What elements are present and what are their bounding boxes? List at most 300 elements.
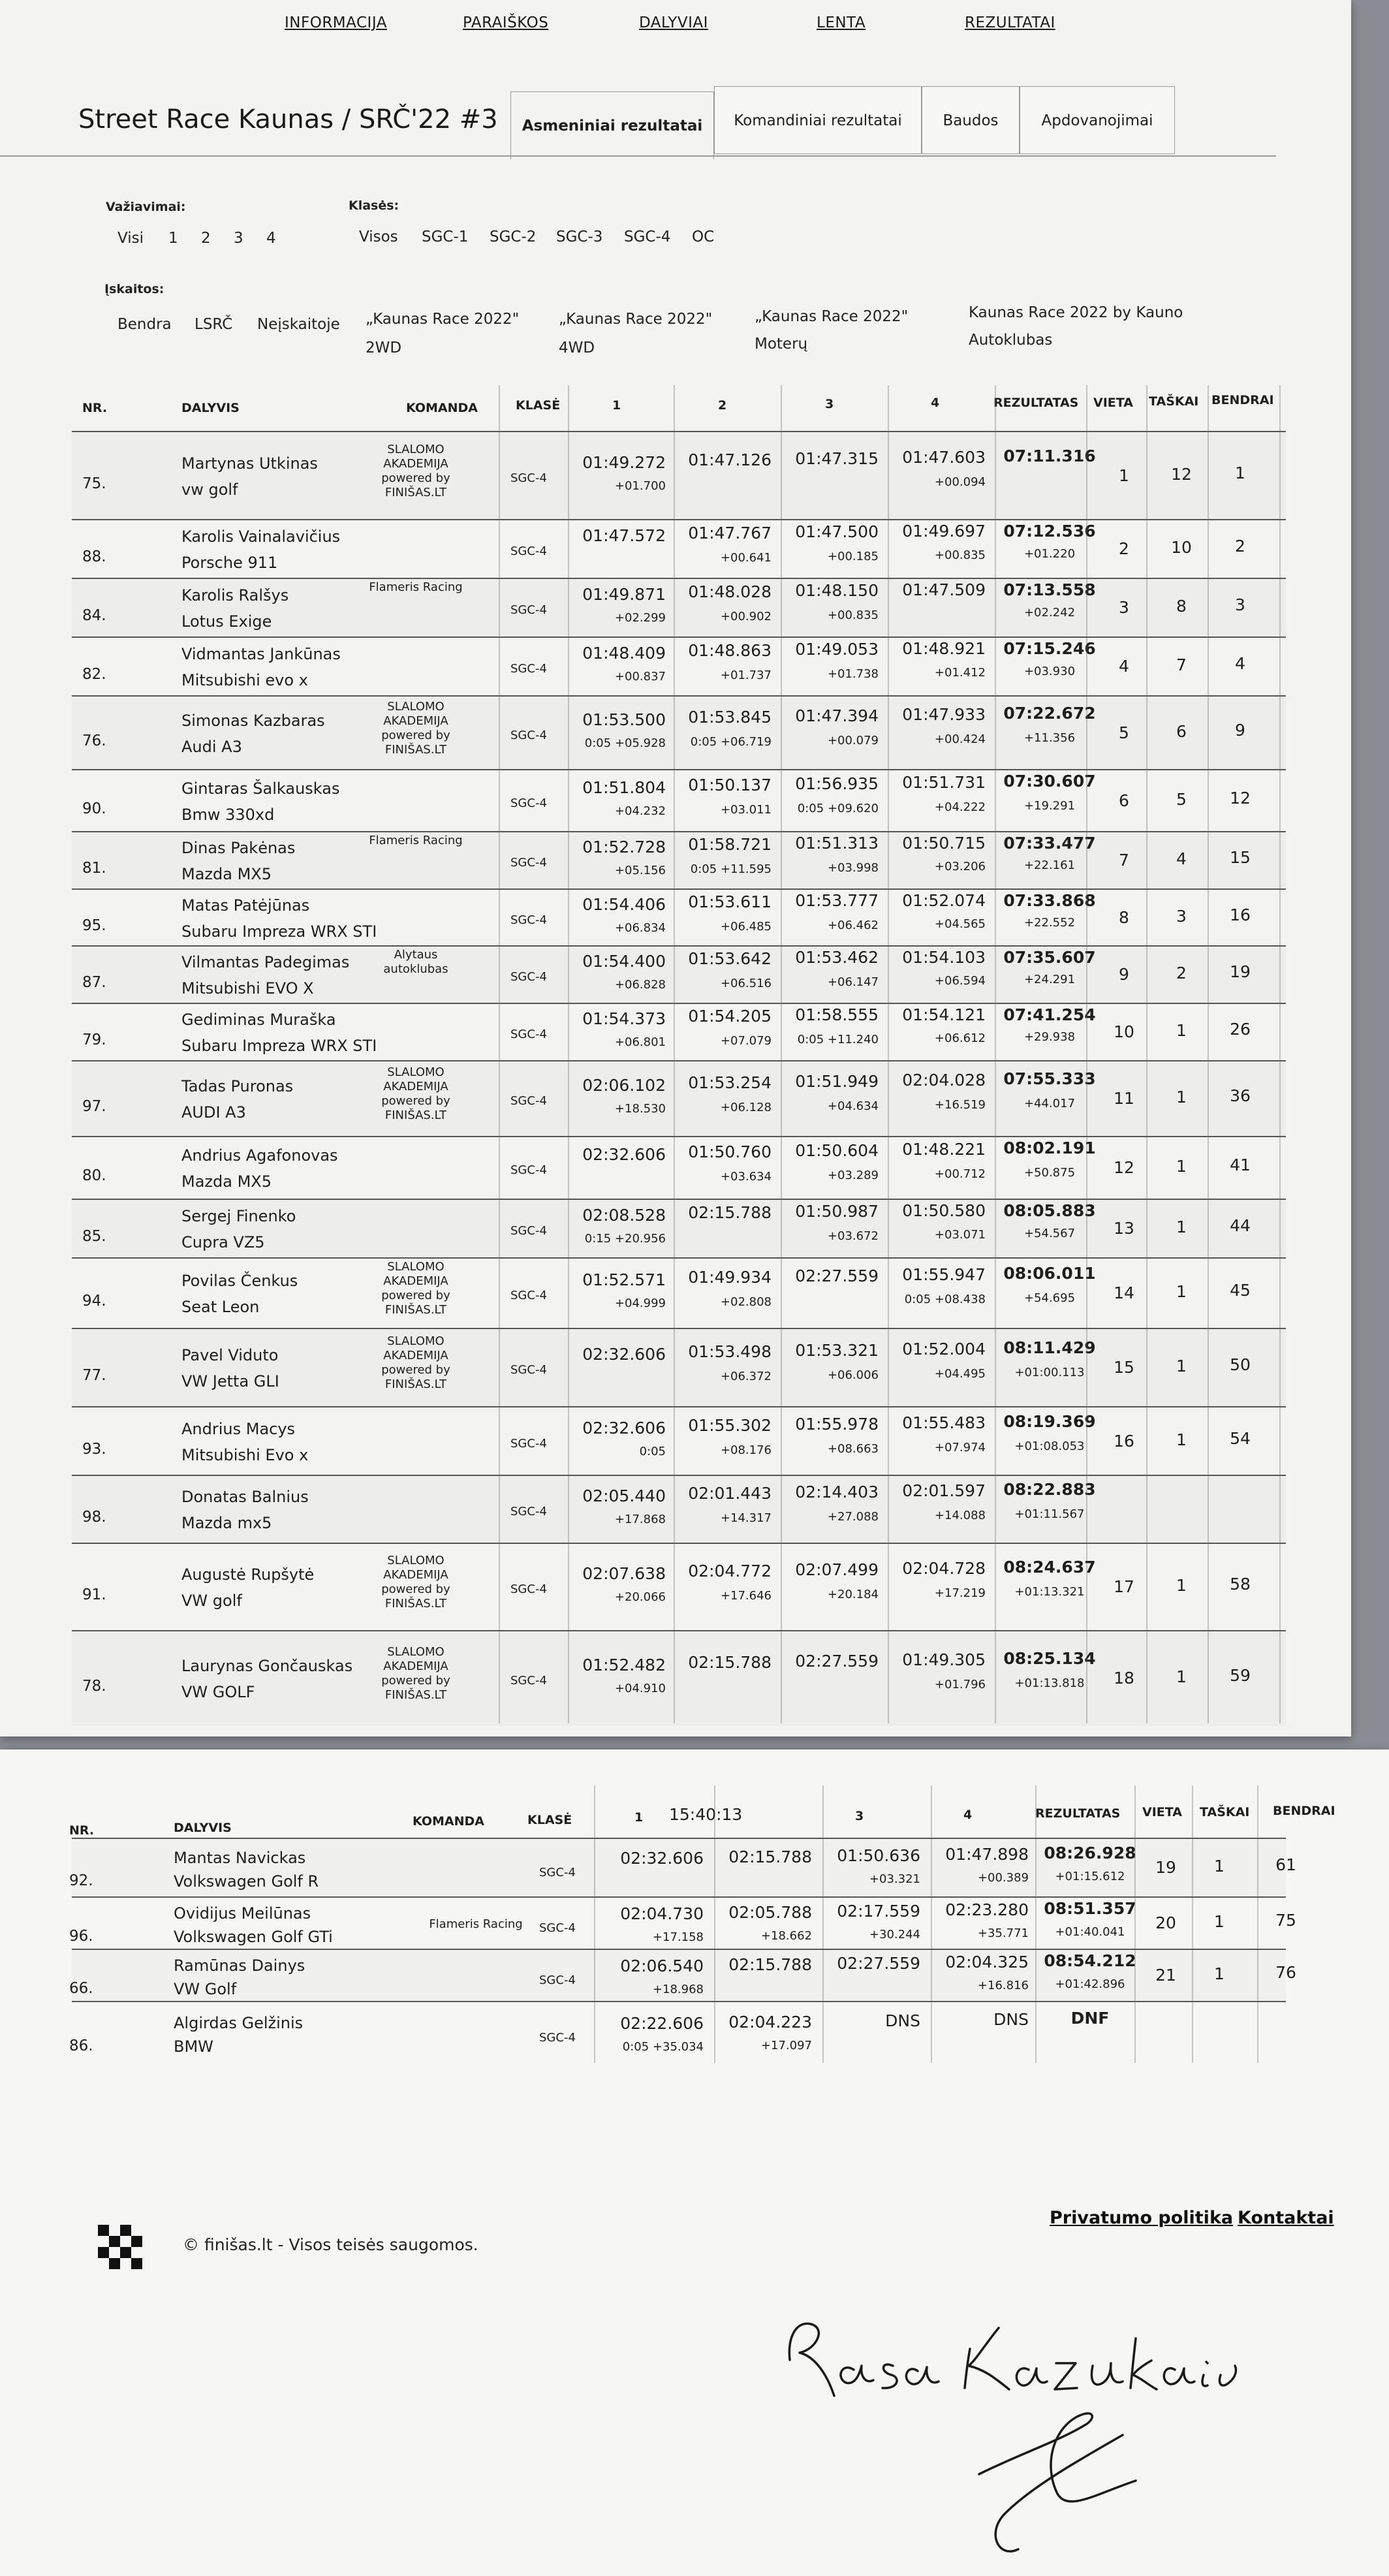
run-1-time: 02:07.638 [582, 1564, 666, 1583]
run-3-time: 01:55.978 [795, 1414, 879, 1434]
participant-car: VW golf [181, 1592, 242, 1610]
participant-car: Mitsubishi evo x [181, 671, 308, 689]
count-filter-lsrc[interactable]: LSRČ [195, 316, 233, 333]
run-4-diff: +04.565 [934, 917, 986, 931]
total-points: 41 [1230, 1155, 1251, 1174]
class-label: SGC-4 [539, 1973, 576, 1987]
run-4-diff: +01.412 [934, 666, 986, 680]
run-2-time: 01:50.137 [688, 775, 772, 794]
total-points: 50 [1230, 1355, 1251, 1374]
points: 1 [1176, 1021, 1187, 1040]
participant-name: Ovidijus Meilūnas [174, 1904, 311, 1923]
run-3-time: 01:53.462 [795, 948, 879, 967]
row-number: 76. [82, 732, 106, 749]
column-divider [1208, 385, 1209, 1723]
run-4-time: 01:50.715 [902, 834, 986, 853]
run-3-diff: 0:05 +11.240 [797, 1033, 879, 1046]
run-2-time: 01:53.498 [688, 1342, 772, 1361]
run-2-time: 01:53.642 [688, 949, 772, 968]
run-2-time: 01:47.126 [688, 450, 772, 469]
run-2-time: 01:54.205 [688, 1007, 772, 1026]
nav-dalyviai[interactable]: DALYVIAI [639, 14, 708, 31]
run-1-time: 01:52.728 [582, 838, 666, 856]
column-divider [1257, 1785, 1258, 2063]
classes-label: Klasės: [349, 198, 399, 213]
class-label: SGC-4 [510, 1094, 547, 1108]
run-2-diff: +06.128 [720, 1101, 772, 1114]
class-label: SGC-4 [510, 1289, 547, 1302]
class-label: SGC-4 [510, 913, 547, 927]
class-label: SGC-4 [510, 728, 547, 742]
row-number: 84. [82, 607, 106, 624]
run-filter-2[interactable]: 2 [201, 230, 211, 247]
place: 21 [1155, 1966, 1176, 1985]
run-4-time: 01:48.921 [902, 639, 986, 658]
table-row [72, 1630, 1286, 1726]
count-filter-4wd-line1[interactable]: „Kaunas Race 2022" [559, 311, 713, 328]
run-3-time: 01:56.935 [795, 774, 879, 793]
row-number: 81. [82, 860, 106, 877]
class-filter-sgc2[interactable]: SGC-2 [490, 228, 537, 245]
class-label: SGC-4 [539, 1866, 576, 1879]
result-diff: +03.930 [1023, 665, 1076, 678]
row-number: 88. [82, 548, 106, 565]
participant-car: Subaru Impreza WRX STI [181, 922, 377, 941]
participant-name: Tadas Puronas [181, 1077, 294, 1095]
run-1-diff: +20.066 [614, 1590, 666, 1604]
run-4-diff: +35.771 [977, 1926, 1029, 1940]
class-filter-sgc4[interactable]: SGC-4 [624, 228, 671, 245]
run-4-diff: +00.712 [934, 1167, 986, 1181]
run-2-diff: +18.662 [760, 1929, 812, 1943]
run-1-diff: +04.232 [614, 804, 666, 818]
run-filter-3[interactable]: 3 [234, 230, 243, 247]
count-filter-autoklubas-line2[interactable]: Autoklubas [969, 332, 1053, 349]
team-name: SLALOMO AKADEMIJA powered by FINIŠAS.LT [381, 1260, 450, 1317]
result-diff: +01:40.041 [1055, 1925, 1125, 1939]
tab-asmeniniai[interactable]: Asmeniniai rezultatai [510, 91, 714, 159]
row-number: 94. [82, 1293, 106, 1310]
run-4-time: 02:04.028 [902, 1071, 986, 1090]
run-2-time: 02:01.443 [688, 1484, 772, 1503]
participant-name: Vidmantas Jankūnas [181, 645, 341, 663]
run-1-time: 02:22.606 [620, 2013, 704, 2033]
run-4-time: 01:50.580 [902, 1201, 986, 1220]
team-name: Flameris Racing [369, 580, 463, 594]
count-filter-2wd-line2[interactable]: 2WD [366, 339, 402, 356]
result-diff: +44.017 [1023, 1097, 1076, 1110]
total-points: 61 [1275, 1855, 1296, 1874]
participant-car: Mitsubishi Evo x [181, 1445, 309, 1464]
run-4-time: 02:01.597 [902, 1481, 986, 1500]
column-divider [1086, 385, 1087, 1723]
run-2-diff: +07.079 [720, 1034, 772, 1048]
total-points: 3 [1235, 595, 1245, 614]
participant-name: Andrius Agafonovas [181, 1146, 338, 1165]
column-divider [1146, 385, 1147, 1723]
run-3-diff: +20.184 [827, 1588, 879, 1601]
count-filter-autoklubas-line1[interactable]: Kaunas Race 2022 by Kauno [969, 304, 1183, 321]
result-diff: +19.291 [1023, 798, 1076, 813]
run-1-time: 02:05.440 [582, 1486, 666, 1505]
class-filter-sgc3[interactable]: SGC-3 [556, 228, 603, 245]
participant-name: Ramūnas Dainys [174, 1956, 305, 1975]
run-3-diff: +03.321 [869, 1872, 920, 1886]
class-label: SGC-4 [539, 1921, 576, 1935]
place: 4 [1119, 657, 1129, 676]
run-2-time: 01:53.254 [688, 1073, 772, 1092]
team-name: Flameris Racing [369, 834, 463, 847]
time-overlay: 15:40:13 [669, 1805, 743, 1824]
total-points: 58 [1230, 1575, 1251, 1594]
participant-car: Mazda MX5 [181, 1172, 272, 1191]
result-diff: +11.356 [1023, 730, 1076, 745]
run-1-time: 01:54.400 [582, 952, 666, 971]
run-2-diff: +03.011 [720, 802, 772, 817]
table-row [72, 888, 1286, 947]
participant-car: Mazda MX5 [181, 865, 272, 883]
count-filter-neiskaitoje[interactable]: Neįskaitoje [257, 316, 340, 333]
place: 11 [1114, 1089, 1134, 1108]
result-diff: +54.567 [1023, 1227, 1076, 1240]
col-rezultatas-2: REZULTATAS [1035, 1806, 1121, 1821]
total-points: 16 [1230, 905, 1251, 924]
col-run-4: 4 [931, 396, 940, 410]
participant-name: Mantas Navickas [174, 1849, 306, 1867]
run-3-diff: +27.088 [827, 1510, 879, 1524]
run-4-diff: +17.219 [934, 1586, 986, 1600]
run-3-time: 01:50.604 [795, 1141, 879, 1160]
participant-name: Sergej Finenko [181, 1207, 296, 1225]
run-4-time: 01:47.509 [902, 580, 986, 599]
col-nr-2: NR. [69, 1823, 95, 1838]
run-3-time: 02:27.559 [837, 1954, 920, 1973]
participant-car: Subaru Impreza WRX STI [181, 1037, 377, 1055]
class-label: SGC-4 [510, 471, 547, 485]
run-1-time: 01:51.804 [582, 778, 666, 797]
column-divider [674, 385, 675, 1723]
run-4-time: 02:04.728 [902, 1559, 986, 1578]
run-2-time: 01:53.845 [688, 707, 772, 727]
row-number: 93. [82, 1440, 106, 1458]
run-4-diff: +03.206 [934, 860, 986, 873]
points: 10 [1171, 538, 1192, 557]
run-1-diff: +06.828 [614, 978, 666, 992]
table-row [72, 431, 1286, 520]
points: 7 [1176, 655, 1187, 674]
row-number: 80. [82, 1167, 106, 1184]
col-taskai: TAŠKAI [1149, 394, 1199, 409]
column-divider [1192, 1785, 1193, 2063]
participant-car: Volkswagen Golf R [174, 1872, 319, 1891]
run-2-time: 01:48.863 [688, 641, 772, 660]
row-number: 66. [69, 1980, 93, 1997]
total-points: 36 [1230, 1086, 1251, 1105]
col-run-1: 1 [612, 398, 621, 413]
team-name: Flameris Racing [429, 1917, 523, 1931]
total-points: 15 [1230, 848, 1251, 867]
result-diff: +01:42.896 [1055, 1977, 1125, 1991]
run-4-time: 01:47.898 [945, 1845, 1029, 1864]
class-filter-all[interactable]: Visos [359, 228, 398, 245]
run-4-time: DNS [993, 2009, 1029, 2029]
run-1-diff: +00.837 [614, 670, 666, 683]
col-komanda-2: KOMANDA [413, 1814, 485, 1829]
handwritten-signature [770, 2298, 1266, 2572]
result-time: 08:11.429 [1003, 1338, 1096, 1357]
place: 15 [1114, 1358, 1134, 1377]
run-2-diff: +17.646 [720, 1589, 772, 1603]
counts-label: Įskaitos: [104, 282, 164, 296]
row-number: 77. [82, 1367, 106, 1384]
count-filter-moteru-line2[interactable]: Moterų [755, 336, 808, 353]
run-1-time: 01:47.572 [582, 526, 666, 545]
run-3-diff: +06.462 [827, 918, 879, 932]
run-1-diff: +18.530 [614, 1102, 666, 1116]
run-4-diff: +06.612 [934, 1031, 986, 1045]
table-row [72, 1003, 1286, 1061]
tab-baudos[interactable]: Baudos [922, 86, 1020, 154]
class-label: SGC-4 [510, 796, 547, 810]
result-time: 07:30.607 [1003, 772, 1096, 791]
class-label: SGC-4 [510, 1673, 547, 1688]
place: 5 [1119, 723, 1129, 742]
result-diff: +01:13.818 [1014, 1676, 1085, 1690]
row-number: 82. [82, 666, 106, 683]
count-filter-bendra[interactable]: Bendra [117, 316, 172, 333]
run-2-diff: +06.372 [720, 1370, 772, 1383]
col-rezultatas: REZULTATAS [993, 396, 1079, 410]
run-filter-all[interactable]: Visi [117, 230, 144, 247]
run-4-diff: +14.088 [934, 1509, 986, 1522]
result-diff: +29.938 [1023, 1030, 1076, 1044]
result-time: 07:41.254 [1003, 1005, 1096, 1024]
run-2-time: 01:47.767 [688, 524, 772, 542]
result-time: DNF [1070, 2008, 1110, 2028]
participant-name: Matas Patėjūnas [181, 896, 310, 915]
nav-rezultatai[interactable]: REZULTATAI [965, 14, 1055, 31]
col-klase-2: KLASĖ [527, 1813, 572, 1827]
count-filter-4wd-line2[interactable]: 4WD [559, 339, 595, 356]
place: 18 [1114, 1668, 1134, 1688]
tab-komandiniai[interactable]: Komandiniai rezultatai [714, 86, 922, 154]
class-label: SGC-4 [510, 856, 547, 870]
result-time: 07:13.558 [1003, 580, 1096, 599]
run-1-time: 02:32.606 [620, 1849, 704, 1868]
run-1-time: 01:49.272 [582, 452, 666, 472]
participant-car: Audi A3 [181, 737, 242, 756]
row-number: 75. [82, 475, 106, 492]
run-1-time: 01:52.482 [582, 1655, 666, 1674]
place: 3 [1119, 598, 1129, 617]
total-points: 59 [1230, 1665, 1251, 1685]
total-points: 2 [1235, 537, 1245, 556]
table-row [72, 1406, 1286, 1476]
participant-name: Algirdas Gelžinis [174, 2013, 304, 2032]
place: 7 [1119, 851, 1129, 870]
run-3-time: 01:50.636 [837, 1846, 920, 1865]
class-filter-sgc1[interactable]: SGC-1 [422, 228, 469, 245]
run-1-time: 02:32.606 [582, 1418, 666, 1437]
participant-car: Volkswagen Golf GTi [174, 1928, 333, 1946]
run-1-diff: +18.968 [652, 1983, 704, 1996]
run-2-time: 01:53.611 [688, 892, 772, 911]
run-3-diff: +08.663 [827, 1441, 879, 1456]
result-time: 08:25.134 [1003, 1648, 1096, 1668]
run-3-diff: +00.079 [827, 733, 879, 747]
table-row [72, 1199, 1286, 1259]
result-time: 08:26.928 [1044, 1844, 1136, 1862]
total-points: 9 [1235, 720, 1245, 740]
count-filter-moteru-line1[interactable]: „Kaunas Race 2022" [755, 308, 909, 325]
runs-label: Važiavimai: [106, 200, 186, 214]
run-4-time: 01:48.221 [902, 1140, 986, 1159]
table-row [72, 1257, 1286, 1329]
run-filter-4[interactable]: 4 [266, 230, 276, 247]
place: 1 [1119, 465, 1129, 485]
table-header-2 [69, 1785, 1335, 1838]
table-row [72, 945, 1286, 1004]
participant-car: Seat Leon [181, 1298, 260, 1316]
run-2-time: 02:15.788 [728, 1847, 812, 1866]
class-label: SGC-4 [510, 1436, 547, 1451]
run-4-time: 01:47.933 [902, 704, 986, 724]
col-klase: KLASĖ [516, 398, 561, 413]
count-filter-2wd-line1[interactable]: „Kaunas Race 2022" [366, 311, 520, 328]
participant-name: Simonas Kazbaras [181, 711, 325, 730]
column-divider [1279, 385, 1281, 1723]
run-3-time: 02:07.499 [795, 1560, 879, 1579]
run-3-diff: +06.147 [827, 975, 879, 989]
participant-name: Karolis Ralšys [181, 586, 289, 605]
run-3-diff: +03.289 [827, 1169, 879, 1182]
run-3-diff: +03.998 [827, 861, 879, 875]
run-1-time: 02:08.528 [582, 1206, 666, 1225]
nav-paraiskos[interactable]: PARAIŠKOS [463, 14, 549, 31]
table-row [72, 1060, 1286, 1137]
class-label: SGC-4 [510, 970, 547, 984]
nav-informacija[interactable]: INFORMACIJA [285, 14, 387, 31]
run-3-time: 01:58.555 [795, 1005, 879, 1024]
result-time: 08:06.011 [1003, 1264, 1096, 1283]
run-2-time: 01:49.934 [688, 1268, 772, 1287]
page-title: Street Race Kaunas / SRČ'22 #3 [78, 104, 498, 134]
points: 1 [1176, 1157, 1187, 1176]
table-row [69, 1896, 1296, 1950]
row-number: 92. [69, 1872, 93, 1889]
run-2-diff: +01.737 [720, 668, 772, 682]
team-name: SLALOMO AKADEMIJA powered by FINIŠAS.LT [381, 1065, 450, 1122]
column-divider [995, 385, 996, 1723]
result-time: 08:22.883 [1003, 1480, 1096, 1499]
table-row [72, 1328, 1286, 1407]
class-label: SGC-4 [510, 662, 547, 676]
result-time: 08:19.369 [1003, 1411, 1096, 1431]
run-1-diff: +06.801 [614, 1035, 666, 1049]
contacts-link[interactable]: Kontaktai [1238, 2208, 1334, 2228]
result-time: 08:05.883 [1003, 1201, 1096, 1220]
run-4-diff: +00.389 [977, 1871, 1029, 1885]
participant-name: Augustė Rupšytė [181, 1565, 315, 1584]
tab-apdovanojimai[interactable]: Apdovanojimai [1020, 86, 1175, 154]
total-points: 45 [1230, 1281, 1251, 1300]
class-filter-oc[interactable]: OC [692, 228, 715, 245]
run-3-time: 01:51.949 [795, 1072, 879, 1091]
run-4-time: 02:23.280 [945, 1900, 1029, 1919]
result-time: 07:35.607 [1003, 948, 1096, 967]
team-name: SLALOMO AKADEMIJA powered by FINIŠAS.LT [381, 1644, 450, 1702]
col-vieta-2: VIETA [1142, 1805, 1182, 1819]
run-1-time: 01:53.500 [582, 710, 666, 729]
points: 1 [1176, 1088, 1187, 1107]
col-run-2: 2 [718, 398, 727, 413]
participant-name: Dinas Pakėnas [181, 839, 296, 857]
nav-lenta[interactable]: LENTA [817, 14, 866, 31]
result-diff: +01:15.612 [1055, 1870, 1125, 1883]
run-1-time: 01:48.409 [582, 644, 666, 663]
points: 8 [1176, 597, 1187, 616]
run-1-time: 01:54.373 [582, 1009, 666, 1028]
run-1-time: 01:54.406 [582, 894, 666, 914]
place: 13 [1114, 1219, 1134, 1238]
participant-car: Cupra VZ5 [181, 1233, 265, 1251]
run-1-time: 02:32.606 [582, 1145, 666, 1164]
run-4-time: 01:54.103 [902, 948, 986, 967]
points: 1 [1176, 1357, 1187, 1375]
points: 4 [1176, 849, 1187, 868]
privacy-link[interactable]: Privatumo politika [1050, 2208, 1234, 2228]
run-4-time: 01:52.074 [902, 891, 986, 910]
run-2-time: 02:15.788 [728, 1955, 812, 1974]
team-name: Alytaus autoklubas [383, 948, 448, 976]
run-2-diff: +17.097 [760, 2038, 812, 2052]
run-2-time: 02:15.788 [688, 1652, 772, 1672]
participant-name: Andrius Macys [181, 1419, 296, 1438]
points: 1 [1176, 1282, 1187, 1301]
participant-name: Povilas Čenkus [181, 1272, 298, 1290]
result-diff: +22.161 [1023, 858, 1076, 872]
run-1-time: 02:04.730 [620, 1904, 704, 1923]
tabs-divider [0, 155, 1276, 157]
run-2-diff: +14.317 [720, 1511, 772, 1525]
run-2-time: 01:50.760 [688, 1142, 772, 1161]
run-1-diff: 0:15 +20.956 [584, 1232, 666, 1246]
participant-name: Donatas Balnius [181, 1488, 309, 1506]
place: 17 [1114, 1577, 1134, 1596]
row-number: 91. [82, 1586, 106, 1603]
run-4-time: 01:47.603 [902, 447, 986, 467]
run-filter-1[interactable]: 1 [168, 230, 178, 247]
run-2-diff: +06.516 [720, 977, 772, 990]
participant-car: AUDI A3 [181, 1103, 246, 1122]
run-1-diff: +05.156 [614, 864, 666, 877]
run-4-time: 01:52.004 [902, 1340, 986, 1359]
participant-name: Pavel Viduto [181, 1346, 279, 1364]
col-run-4-2: 4 [963, 1808, 973, 1822]
result-time: 07:55.333 [1003, 1069, 1096, 1088]
run-1-diff: 0:05 +05.928 [584, 736, 666, 750]
participant-name: Karolis Vainalavičius [181, 527, 341, 546]
participant-car: vw golf [181, 480, 238, 499]
run-3-time: 01:53.321 [795, 1341, 879, 1360]
place: 12 [1114, 1158, 1134, 1177]
run-1-time: 02:06.540 [620, 1956, 704, 1975]
run-4-time: 01:49.697 [902, 522, 986, 541]
run-2-time: 01:55.302 [688, 1415, 772, 1435]
result-time: 07:33.477 [1003, 834, 1096, 853]
run-1-diff: +06.834 [614, 920, 666, 935]
run-4-diff: +03.071 [934, 1228, 986, 1242]
